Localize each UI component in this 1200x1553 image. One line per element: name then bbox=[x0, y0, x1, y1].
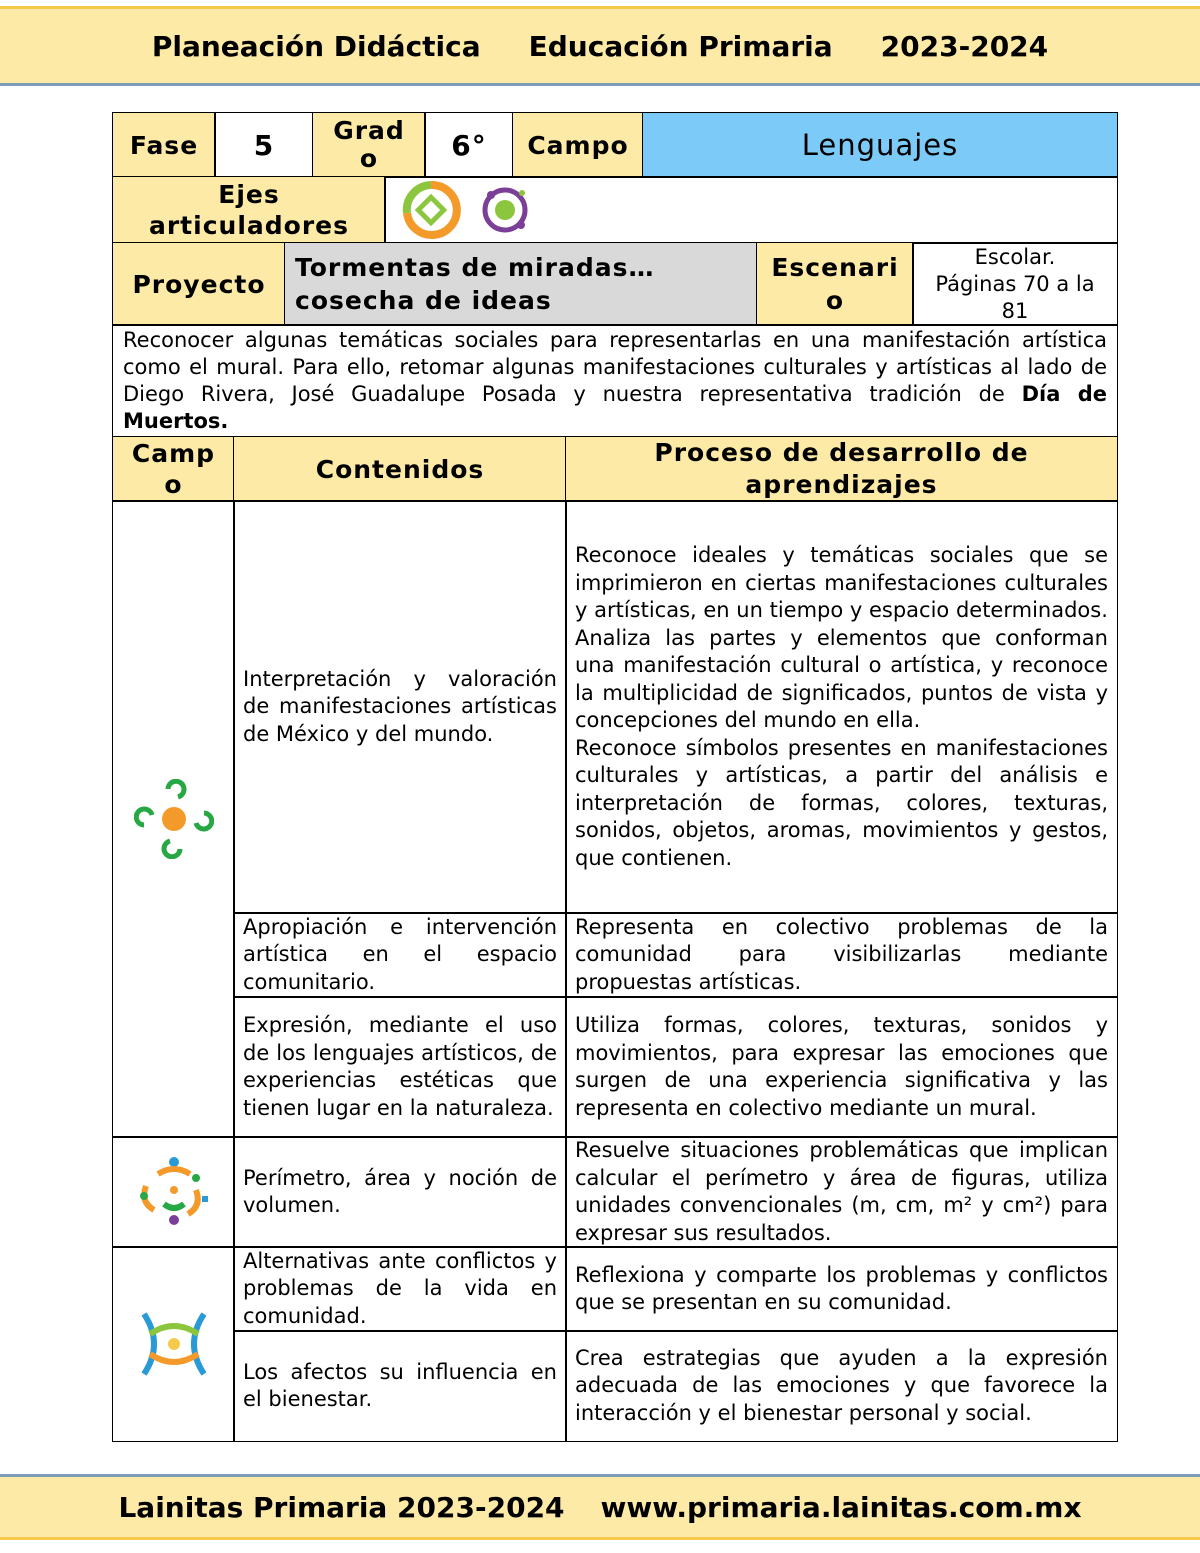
header-year: 2023-2024 bbox=[880, 29, 1049, 63]
lenguajes-campo-icon bbox=[134, 779, 214, 859]
escenario-value: Escolar. Páginas 70 a la 81 bbox=[912, 242, 1118, 326]
campo-value: Lenguajes bbox=[642, 112, 1118, 178]
proceso-4: Resuelve situaciones problemáticas que implican calcular el perímetro y área de figuras, utiliza unidades convencionales (m, cm, m² y cm²) para expresar sus resultados. bbox=[565, 1136, 1118, 1248]
contenido-1: Interpretación y valoración de manifestaciones artísticas de México y del mundo. bbox=[233, 500, 567, 914]
campo-label: Campo bbox=[512, 112, 644, 178]
campo-saberes-cell bbox=[112, 1136, 235, 1248]
header-title: Planeación Didáctica bbox=[151, 29, 481, 63]
saberes-campo-icon bbox=[136, 1156, 212, 1228]
proceso-5: Reflexiona y comparte los problemas y conflictos que se presentan en su comunidad. bbox=[565, 1246, 1118, 1332]
grado-value: 6° bbox=[424, 112, 514, 178]
th-contenidos: Contenidos bbox=[233, 436, 567, 502]
contenido-5: Alternativas ante conflictos y problemas de la vida en comunidad. bbox=[233, 1246, 567, 1332]
footer-url: www.primaria.lainitas.com.mx bbox=[600, 1490, 1082, 1524]
th-proceso: Proceso de desarrollo de aprendizajes bbox=[565, 436, 1118, 502]
page-footer bbox=[0, 1474, 1200, 1540]
th-campo: Camp o bbox=[112, 436, 235, 502]
inclusion-icon bbox=[401, 181, 461, 239]
project-description: Reconocer algunas temáticas sociales para representarlas en una manifestación artística como el mural. Para ello, retomar algunas manifestaciones culturales y artísticas al lado de Diego Rivera, José Guadalupe Posada y nuestra representativa tradición de Día de Muertos. bbox=[112, 324, 1118, 438]
proyecto-label: Proyecto bbox=[112, 242, 286, 326]
fase-label: Fase bbox=[112, 112, 216, 178]
proceso-6: Crea estrategias que ayuden a la expresión adecuada de las emociones y que favorece la interacción y el bienestar personal y social. bbox=[565, 1330, 1118, 1442]
etica-campo-icon bbox=[136, 1308, 212, 1380]
fase-value: 5 bbox=[214, 112, 314, 178]
contenido-6: Los afectos su influencia en el bienestar. bbox=[233, 1330, 567, 1442]
proceso-3: Utiliza formas, colores, texturas, sonidos y movimientos, para expresar las emociones que surgen de una experiencia significativa y las representa en colectivo mediante un mural. bbox=[565, 996, 1118, 1138]
page-header bbox=[0, 6, 1200, 86]
footer-brand: Lainitas Primaria 2023-2024 bbox=[118, 1490, 565, 1524]
ejes-icons bbox=[384, 176, 1118, 244]
campo-etica-cell bbox=[112, 1246, 235, 1442]
contenido-3: Expresión, mediante el uso de los lenguajes artísticos, de experiencias estéticas que tienen lugar en la naturaleza. bbox=[233, 996, 567, 1138]
contenido-4: Perímetro, área y noción de volumen. bbox=[233, 1136, 567, 1248]
arts-icon bbox=[477, 181, 533, 239]
proceso-2: Representa en colectivo problemas de la comunidad para visibilizarlas mediante propuestas artísticas. bbox=[565, 912, 1118, 998]
proceso-1: Reconoce ideales y temáticas sociales que se imprimieron en ciertas manifestaciones culturales y artísticas, en un tiempo y espacio determinados. Analiza las partes y elementos que conforman una manifestación cultural o artística, y reconoce la multiplicidad de significados, puntos de vista y concepciones del mundo en ella. Reconoce símbolos presentes en manifestaciones culturales y artísticas, a partir del análisis e interpretación de formas, colores, texturas, sonidos, objetos, aromas, movimientos y gestos, que contienen. bbox=[565, 500, 1118, 914]
ejes-label: Ejes articuladores bbox=[112, 176, 386, 244]
campo-lenguajes-cell bbox=[112, 500, 235, 1138]
proyecto-title: Tormentas de miradas… cosecha de ideas bbox=[284, 242, 758, 326]
escenario-label: Escenari o bbox=[756, 242, 914, 326]
grado-label: Grad o bbox=[312, 112, 426, 178]
contenido-2: Apropiación e intervención artística en el espacio comunitario. bbox=[233, 912, 567, 998]
header-level: Educación Primaria bbox=[528, 29, 833, 63]
